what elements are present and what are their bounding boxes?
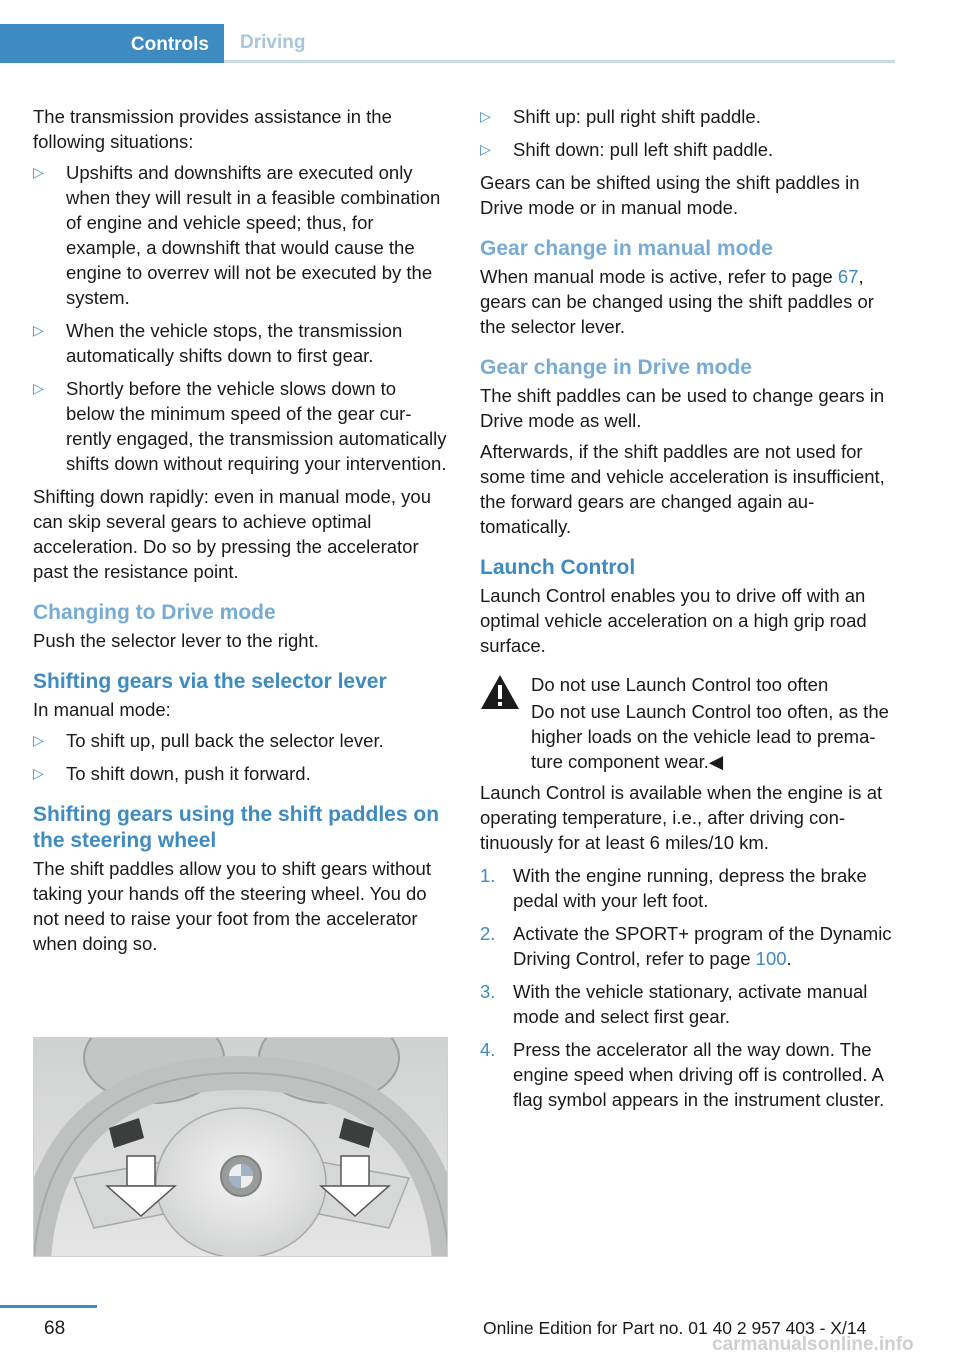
edition-text: Online Edition for Part no. 01 40 2 957 403 - X/14 [483,1318,867,1338]
right-column [480,104,896,1120]
shift-down-paragraph: Shifting down rapidly: even in manual mode, you can skip several gears to achieve optimal acceleration. Do so by pressing the accelerator past the resistance point. [33,486,431,582]
page-link-67[interactable]: 67 [837,266,859,287]
heading-changing-drive-mode: Changing to Drive mode [33,601,276,624]
warning-body: Do not use Launch Control too often, as the higher loads on the vehicle lead to premature component wear.◀ [531,701,889,772]
list-item: 3. With the vehicle stationary, activate manual mode and select first gear. [480,981,868,1027]
left-column [33,104,448,962]
page-number: 68 [44,1318,66,1339]
list-item: ▷ Upshifts and downshifts are executed only when they will result in a feasible combination of engine and vehicle speed; thus, for example, a downshift that would cause the engine to overrev will not be executed by the system. [33,162,441,308]
intro-paragraph: The transmission provides assistance in the following situations: [33,106,392,152]
list-item: ▷ When the vehicle stops, the transmission automatically shifts down to first gear. [33,320,403,366]
list-item: 4. Press the accelerator all the way down. The engine speed when driving off is controlled. A flag symbol appears in the instrument cluster. [480,1039,885,1110]
warning-triangle-icon [480,674,520,710]
triangle-bullet-icon: ▷ [33,380,44,396]
footer-divider [0,1305,97,1308]
manual-mode-label: In manual mode: [33,699,171,720]
list-item: ▷ Shortly before the vehicle slows down to below the minimum speed of the gear currently engaged, the transmission automatically shifts down without requiring your intervention. [33,378,447,474]
triangle-bullet-icon: ▷ [33,164,44,180]
watermark: carmanualsonline.info [712,1334,914,1355]
list-item: ▷ To shift up, pull back the selector lever. [33,730,384,751]
manual-paragraph: When manual mode is active, refer to page 67, gears can be changed using the shift paddles or the selector lever. [480,266,874,337]
list-item: ▷ Shift up: pull right shift paddle. [480,106,761,127]
tab-controls[interactable]: Controls [0,24,224,63]
heading-drive-mode: Gear change in Drive mode [480,356,752,379]
changing-paragraph: Push the selector lever to the right. [33,630,319,651]
triangle-bullet-icon: ▷ [480,141,491,157]
page-link-100[interactable]: 100 [755,948,787,969]
heading-manual-mode: Gear change in manual mode [480,237,773,260]
triangle-bullet-icon: ▷ [480,108,491,124]
steering-wheel-figure [33,1037,448,1257]
list-item: ▷ Shift down: pull left shift paddle. [480,139,774,160]
warning-title: Do not use Launch Control too often [531,674,829,695]
warning-block [480,672,896,774]
drive-paragraph-1: The shift paddles can be used to change gears in Drive mode as well. [480,385,885,431]
heading-launch-control: Launch Control [480,556,636,579]
paddles-paragraph: The shift paddles allow you to shift gears without taking your hands off the steering wheel. You do not need to raise your foot from the accelerator when doing so. [33,858,431,954]
drive-paragraph-2: Afterwards, if the shift paddles are not used for some time and vehicle acceleration is insufficient, the forward gears are changed again automatically. [480,441,885,537]
available-paragraph: Launch Control is available when the engine is at operating temperature, i.e., after driving continuously for at least 6 miles/10 km. [480,782,883,853]
heading-shift-paddles: Shifting gears using the shift paddles on the steering wheel [33,803,440,852]
list-item: ▷ To shift down, push it forward. [33,763,311,784]
list-item: 2. Activate the SPORT+ program of the Dynamic Driving Control, refer to page 100. [480,923,892,969]
launch-paragraph: Launch Control enables you to drive off with an optimal vehicle acceleration on a high grip road surface. [480,585,867,656]
chapter-header [0,24,895,63]
triangle-bullet-icon: ▷ [33,322,44,338]
triangle-bullet-icon: ▷ [33,732,44,748]
steering-wheel-illustration [34,1038,448,1257]
list-item: 1. With the engine running, depress the brake pedal with your left foot. [480,865,867,911]
gears-paragraph: Gears can be shifted using the shift paddles in Drive mode or in manual mode. [480,172,860,218]
triangle-bullet-icon: ▷ [33,765,44,781]
heading-selector-lever: Shifting gears via the selector lever [33,670,387,693]
tab-driving[interactable]: Driving [240,32,306,53]
